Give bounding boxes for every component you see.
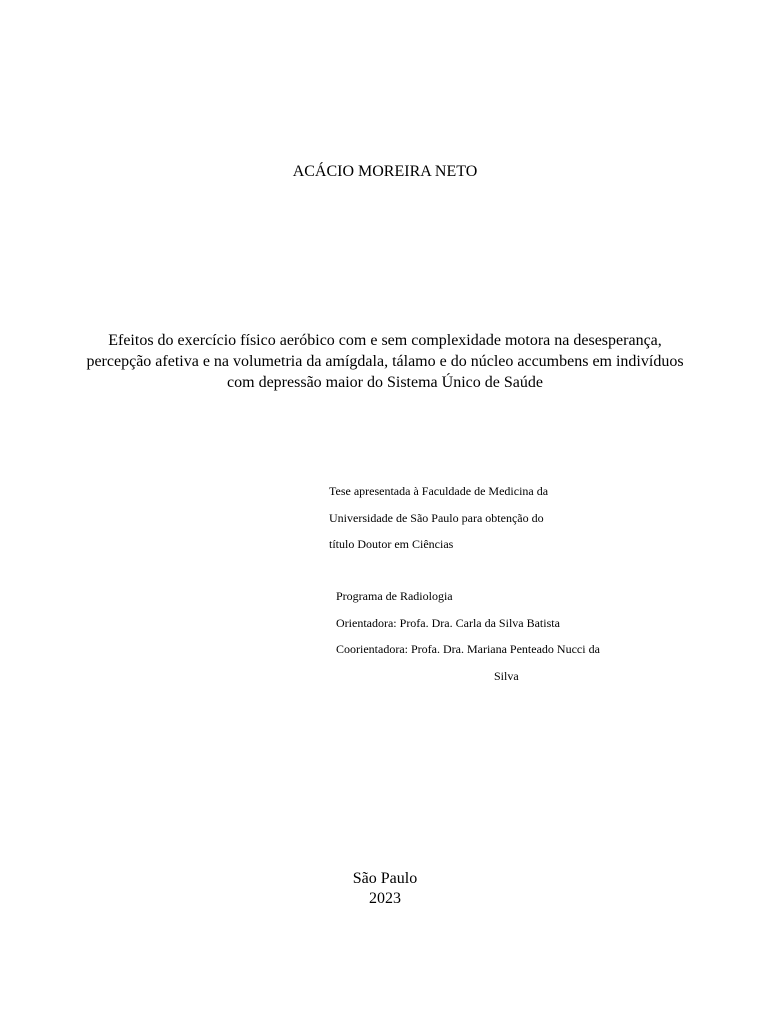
year: 2023 xyxy=(369,890,401,907)
program-name: Programa de Radiologia xyxy=(336,589,453,603)
advisor: Orientadora: Profa. Dra. Carla da Silva Batista xyxy=(336,615,560,630)
city: São Paulo xyxy=(352,870,418,887)
thesis-statement-line-3: título Doutor em Ciências xyxy=(329,537,454,551)
coadvisor-line-2: Silva xyxy=(494,668,519,683)
thesis-statement-line-2: Universidade de São Paulo para obtenção do xyxy=(329,510,544,525)
program-and-advisors xyxy=(336,588,756,694)
thesis-title-line-1: Efeitos do exercício físico aeróbico com e sem complexidade motora na desesperança, xyxy=(108,332,662,349)
thesis-statement xyxy=(329,483,749,563)
place-and-year xyxy=(0,869,770,909)
thesis-statement-line-1: Tese apresentada à Faculdade de Medicina da xyxy=(329,484,549,498)
coadvisor-line-1: Coorientadora: Profa. Dra. Mariana Penteado Nucci da xyxy=(336,642,600,656)
author-name: ACÁCIO MOREIRA NETO xyxy=(292,163,478,180)
thesis-title-line-3: com depressão maior do Sistema Único de Saúde xyxy=(227,374,543,391)
thesis-title xyxy=(20,330,750,393)
thesis-title-line-2: percepção afetiva e na volumetria da amígdala, tálamo e do núcleo accumbens em indivíduos xyxy=(86,353,684,370)
